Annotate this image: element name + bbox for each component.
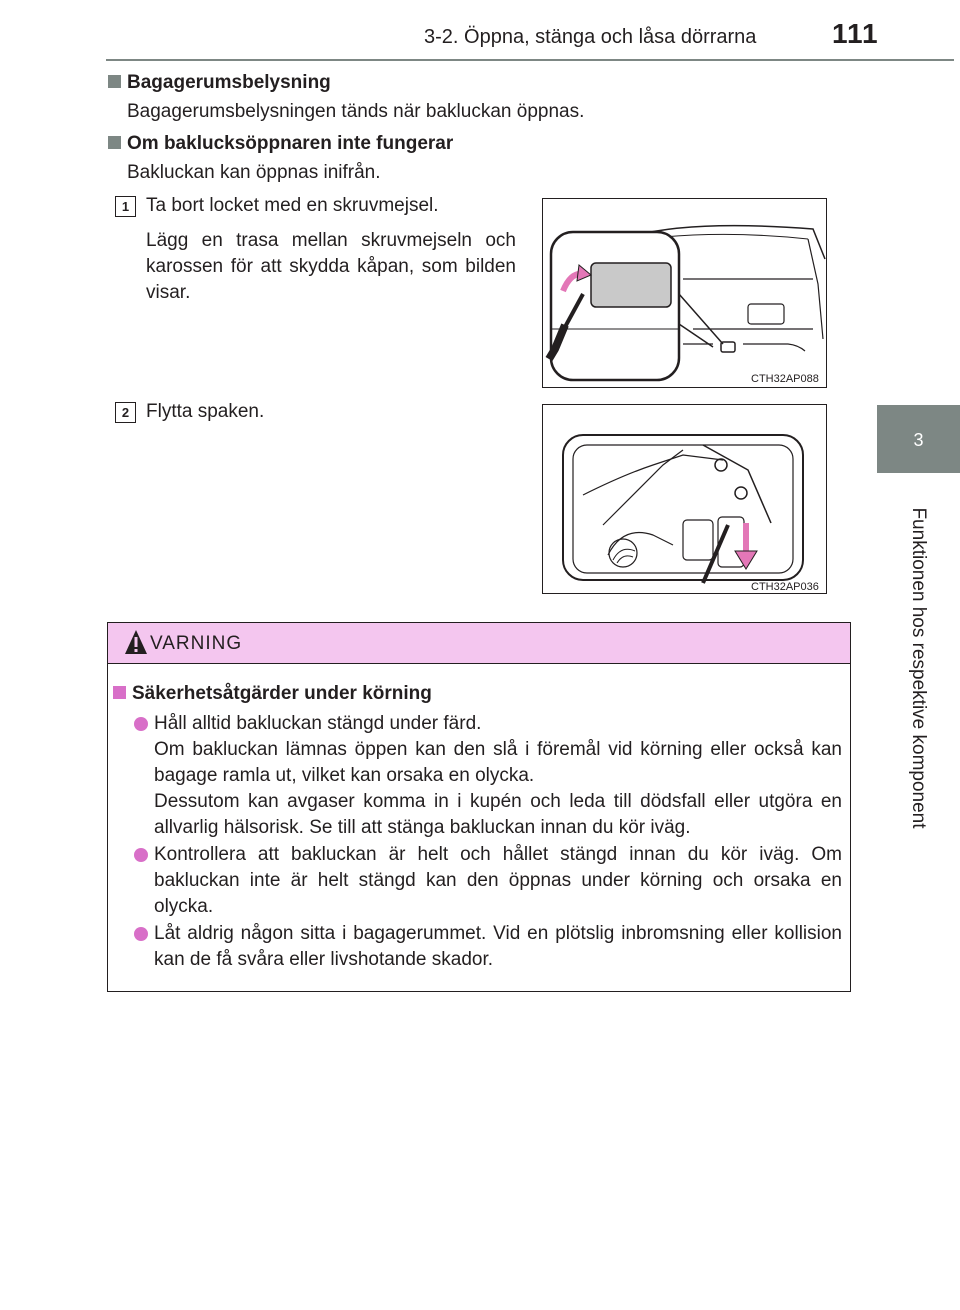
figure-code: CTH32AP088: [751, 373, 819, 385]
section-heading: [108, 133, 453, 155]
warning-item: Kontrollera att bakluckan är helt och hållet stängd innan du kör iväg. Om bakluckan inte är helt stängd kan den öppnas under körning och orsaka en olycka.: [154, 844, 842, 917]
figure-remove-cover: [542, 198, 827, 388]
warning-triangle-icon: [124, 629, 148, 655]
lever-illustration: [543, 405, 826, 593]
chapter-title: Funktionen hos respektive komponent: [908, 507, 929, 829]
round-bullet-icon: [134, 848, 148, 862]
header-rule: [106, 59, 954, 61]
heading-text: Om baklucksöppnaren inte fungerar: [127, 133, 454, 154]
warning-item: Låt aldrig någon sitta i bagagerummet. Vid en plötslig inbromsning eller kollision kan de få svåra eller livshotande skador.: [154, 923, 842, 970]
page-number: 111: [832, 18, 879, 49]
section-text: Bagagerumsbelysningen tänds när bakluckan öppnas.: [127, 101, 585, 122]
square-bullet-icon: [108, 136, 121, 149]
section-text: Bakluckan kan öppnas inifrån.: [127, 162, 381, 183]
section-heading: [108, 72, 331, 94]
warning-item-detail: Om bakluckan lämnas öppen kan den slå i föremål vid körning eller också kan bagage ramla ut, vilket kan orsaka en olycka.: [154, 739, 842, 786]
warning-box: [107, 622, 851, 992]
step-badge: 2: [115, 402, 136, 423]
square-bullet-icon: [113, 686, 126, 699]
round-bullet-icon: [134, 717, 148, 731]
warning-item-detail: Dessutom kan avgaser komma in i kupén och leda till dödsfall eller utgöra en allvarlig hälsorisk. Se till att stänga bakluckan innan du kör iväg.: [154, 791, 842, 838]
figure-move-lever: [542, 404, 827, 594]
warning-heading: [113, 683, 432, 705]
figure-code: CTH32AP036: [751, 581, 819, 593]
heading-text: Bagagerumsbelysning: [127, 72, 331, 93]
warning-item: [154, 711, 842, 841]
chapter-number: 3: [913, 430, 924, 450]
warning-title: VARNING: [150, 633, 243, 654]
warning-heading-text: Säkerhetsåtgärder under körning: [132, 683, 432, 704]
step-text: Ta bort locket med en skruvmejsel.: [146, 195, 439, 216]
side-tab-upper: [877, 61, 960, 405]
warning-header: [108, 623, 850, 664]
step-badge: 1: [115, 196, 136, 217]
step-text: Flytta spaken.: [146, 401, 265, 422]
section-title: 3-2. Öppna, stänga och låsa dörrarna: [424, 26, 757, 48]
round-bullet-icon: [134, 927, 148, 941]
tailgate-cover-illustration: [543, 199, 826, 387]
square-bullet-icon: [108, 75, 121, 88]
step-note: Lägg en trasa mellan skruvmejseln och karossen för att skydda kåpan, som bilden visar.: [146, 230, 516, 303]
warning-item-first: Håll alltid bakluckan stängd under färd.: [154, 713, 482, 734]
